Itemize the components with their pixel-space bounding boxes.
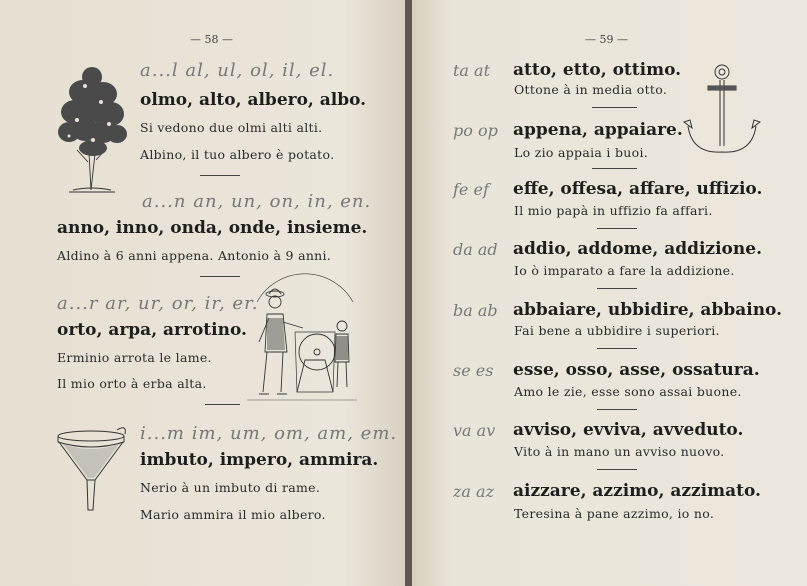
sentence: Vito à in mano un avviso nuovo. bbox=[514, 444, 725, 459]
right-page bbox=[412, 0, 807, 586]
word-line: olmo, alto, albero, albo. bbox=[140, 90, 367, 110]
word-line: anno, inno, onda, onde, insieme. bbox=[57, 218, 368, 238]
script-syllables: da ad bbox=[453, 240, 498, 259]
divider bbox=[205, 404, 240, 405]
sentence: Erminio arrota le lame. bbox=[57, 350, 212, 365]
divider bbox=[597, 409, 637, 410]
word-line: orto, arpa, arrotino. bbox=[57, 320, 247, 340]
word-line: imbuto, impero, ammira. bbox=[140, 450, 379, 470]
tree-illustration bbox=[55, 62, 130, 197]
word-line: effe, offesa, affare, uffizio. bbox=[513, 179, 763, 199]
script-syllables: ta at bbox=[453, 61, 491, 80]
word-line: avviso, evviva, avveduto. bbox=[513, 420, 744, 440]
sentence: Lo zio appaia i buoi. bbox=[514, 145, 649, 160]
sentence: Aldino à 6 anni appena. Antonio à 9 anni. bbox=[57, 248, 332, 263]
sentence: Albino, il tuo albero è potato. bbox=[140, 147, 335, 162]
sentence: Io ò imparato a fare la addizione. bbox=[514, 263, 735, 278]
divider bbox=[597, 228, 637, 229]
sentence: Si vedono due olmi alti alti. bbox=[140, 120, 323, 135]
word-line: atto, etto, ottimo. bbox=[513, 60, 682, 80]
script-syllables: po op bbox=[453, 121, 498, 140]
script-syllables: se es bbox=[453, 361, 494, 380]
script-syllables: a...r ar, ur, or, ir, er. bbox=[57, 293, 259, 314]
sentence: Il mio orto à erba alta. bbox=[57, 376, 207, 391]
page-number: — 58 — bbox=[190, 33, 233, 46]
sentence: Il mio papà in uffizio fa affari. bbox=[514, 203, 713, 218]
sentence: Nerio à un imbuto di rame. bbox=[140, 480, 321, 495]
divider bbox=[597, 469, 637, 470]
sentence: Ottone à in media otto. bbox=[514, 82, 668, 97]
anchor-illustration bbox=[682, 62, 762, 162]
sentence: Amo le zie, esse sono assai buone. bbox=[514, 384, 742, 399]
word-line: addio, addome, addizione. bbox=[513, 239, 762, 259]
sentence: Mario ammira il mio albero. bbox=[140, 507, 326, 522]
sentence: Fai bene a ubbidire i superiori. bbox=[514, 323, 720, 338]
script-syllables: fe ef bbox=[453, 180, 489, 199]
divider bbox=[592, 107, 637, 108]
page-number: — 59 — bbox=[585, 33, 628, 46]
divider bbox=[200, 175, 240, 176]
knife-grinder-illustration bbox=[245, 262, 360, 407]
funnel-illustration bbox=[55, 422, 130, 517]
word-line: aizzare, azzimo, azzimato. bbox=[513, 481, 761, 501]
divider bbox=[597, 288, 637, 289]
script-syllables: ba ab bbox=[453, 301, 498, 320]
word-line: esse, osso, asse, ossatura. bbox=[513, 360, 760, 380]
word-line: abbaiare, ubbidire, abbaino. bbox=[513, 300, 783, 320]
sentence: Teresina à pane azzimo, io no. bbox=[514, 506, 715, 521]
script-syllables: a...n an, un, on, in, en. bbox=[142, 191, 372, 212]
divider bbox=[592, 168, 637, 169]
divider bbox=[200, 276, 240, 277]
divider bbox=[597, 348, 637, 349]
script-syllables: a...l al, ul, ol, il, el. bbox=[140, 60, 335, 81]
script-syllables: va av bbox=[453, 421, 496, 440]
word-line: appena, appaiare. bbox=[513, 120, 683, 140]
script-syllables: i...m im, um, om, am, em. bbox=[140, 423, 398, 444]
book-gutter bbox=[405, 0, 412, 586]
script-syllables: za az bbox=[453, 482, 495, 501]
